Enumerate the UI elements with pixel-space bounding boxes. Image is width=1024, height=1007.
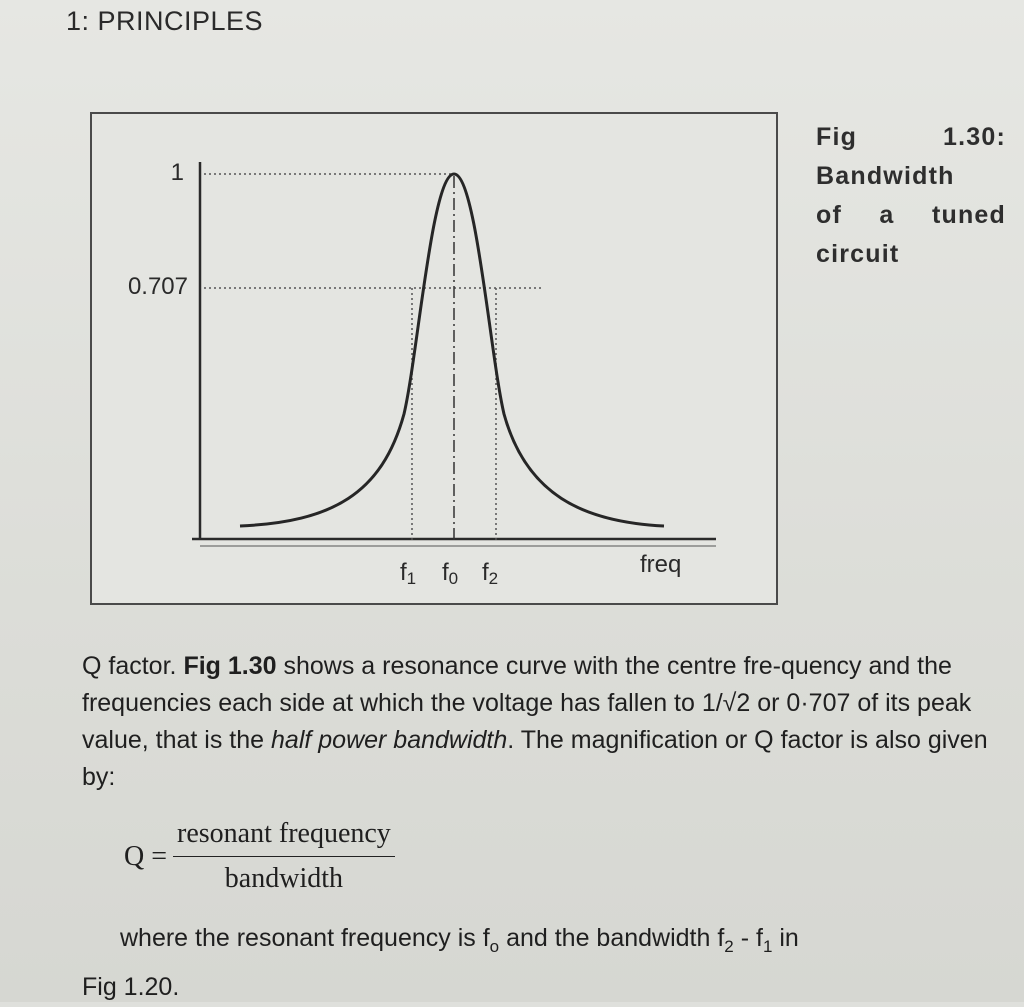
closing-line-2: Fig 1.20.: [82, 973, 180, 1001]
y-label-peak: 1: [170, 159, 184, 186]
running-head: 1: PRINCIPLES: [66, 6, 264, 36]
x-label-f2: f2: [482, 559, 499, 588]
caption-line-2: Bandwidth: [816, 162, 955, 190]
paragraph-text-1: shows a resonance curve with the centre fre-quency and the frequencies each side at which the voltage has fallen to 1/√2 or 0·707 of its peak value, that is the: [82, 652, 972, 754]
formula-denominator: bandwidth: [224, 863, 344, 894]
paragraph-text-2: . The magnification or Q factor is also given by:: [82, 726, 988, 791]
figure-caption: [816, 118, 1006, 274]
x-label-f1: f1: [400, 559, 417, 588]
caption-line-3: of a tuned: [816, 201, 1006, 229]
paragraph-fig-ref: Fig 1.30: [183, 652, 277, 680]
resonance-curve-figure: [92, 114, 776, 603]
x-label-f0: f0: [442, 559, 459, 588]
formula-fraction: [173, 818, 395, 895]
formula-lhs: Q =: [124, 840, 168, 872]
closing-line-1: where the resonant frequency is $f_o$ and the bandwidth $f_2 - f_1$ in: [120, 924, 799, 956]
body-paragraph: [82, 648, 997, 796]
q-factor-formula: [124, 818, 395, 895]
figure-frame: [90, 112, 778, 605]
caption-fig-word: Fig: [816, 123, 858, 151]
caption-fig-number: 1.30:: [943, 123, 1006, 151]
paragraph-italic-term: half power bandwidth: [271, 726, 508, 754]
paragraph-lead: Q factor.: [82, 652, 177, 680]
caption-line-4: circuit: [816, 240, 900, 268]
closing-paragraph: [82, 918, 1012, 1007]
x-label-freq: freq: [640, 551, 682, 578]
y-label-half-power: 0.707: [127, 273, 188, 300]
formula-numerator: resonant frequency: [173, 818, 395, 857]
resonance-curve: [240, 174, 664, 526]
caption-row-1: [816, 118, 1006, 157]
